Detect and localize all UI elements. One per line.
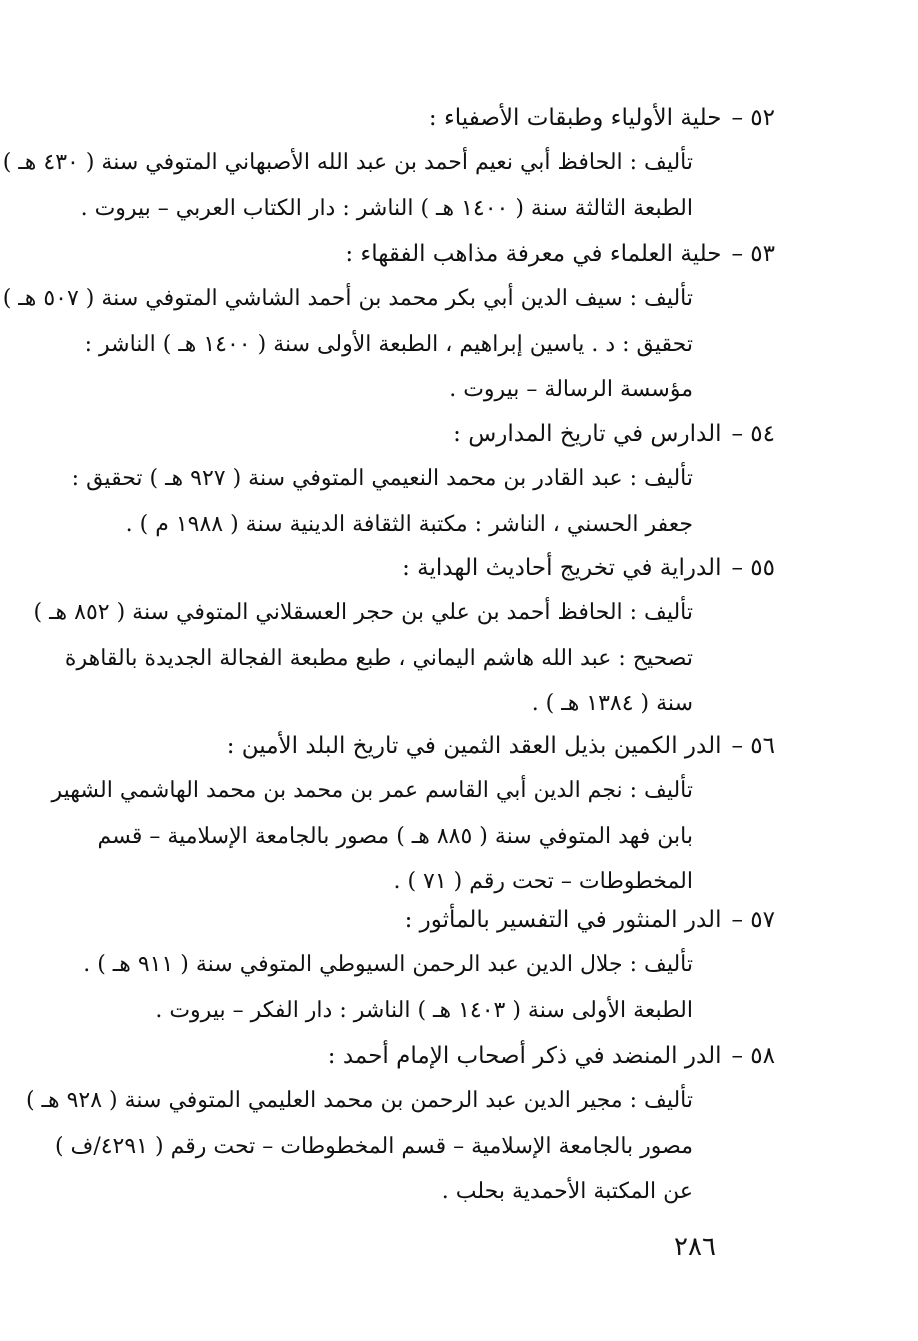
entry-title: الدر المنثور في التفسير بالمأثور : [404,907,722,933]
entry-title: الدارس في تاريخ المدارس : [453,421,722,447]
entry-heading [100,724,775,768]
entry-line: جعفر الحسني ، الناشر : مكتبة الثقافة الدينية سنة ( ١٩٨٨ م ) . [125,511,693,537]
entry-number: ٥٢ – [731,105,775,131]
entry-line: مؤسسة الرسالة – بيروت . [449,377,693,402]
entry-heading [100,412,775,456]
entry-line: تأليف : نجم الدين أبي القاسم عمر بن محمد بن محمد الهاشمي الشهير [51,778,693,803]
entry-line: تأليف : سيف الدين أبي بكر محمد بن أحمد الشاشي المتوفي سنة ( ٥٠٧ هـ ) [2,286,693,311]
entry-details [51,768,693,905]
entry-title: حلية الأولياء وطبقات الأصفياء : [428,105,722,131]
bibliography-entry-57 [83,898,775,1033]
entry-line: المخطوطات – تحت رقم ( ٧١ ) . [393,869,693,894]
bibliography-entry-58 [25,1034,775,1215]
entry-line: مصور بالجامعة الإسلامية – قسم المخطوطات – تحت رقم ( ٤٢٩١/ف ) [54,1133,693,1159]
entry-number: ٥٣ – [731,241,775,267]
entry-heading [100,546,775,590]
entry-line: تأليف : الحافظ أبي نعيم أحمد بن عبد الله الأصبهاني المتوفي سنة ( ٤٣٠ هـ ) [2,150,693,175]
entry-title: الدراية في تخريج أحاديث الهداية : [402,555,722,581]
entry-line: سنة ( ١٣٨٤ هـ ) . [531,691,693,716]
bibliography-entry-52 [2,96,775,231]
entry-title: الدر المنضد في ذكر أصحاب الإمام أحمد : [327,1043,722,1069]
entry-title: حلية العلماء في معرفة مذاهب الفقهاء : [345,241,722,267]
entry-line: الطبعة الثالثة سنة ( ١٤٠٠ هـ ) الناشر : دار الكتاب العربي – بيروت . [80,195,693,221]
entry-number: ٥٦ – [731,733,775,759]
entry-line: تأليف : عبد القادر بن محمد النعيمي المتوفي سنة ( ٩٢٧ هـ ) تحقيق : [71,466,693,491]
entry-details [71,456,693,547]
entry-details [33,590,693,727]
entry-number: ٥٤ – [731,421,775,447]
entry-number: ٥٧ – [731,907,775,933]
entry-details [25,1078,693,1215]
entry-line: تصحيح : عبد الله هاشم اليماني ، طبع مطبعة الفجالة الجديدة بالقاهرة [64,645,693,671]
bibliography-entry-53 [2,232,775,413]
entry-heading [100,232,775,276]
entry-heading [100,96,775,140]
entry-line: تأليف : مجير الدين عبد الرحمن بن محمد العليمي المتوفي سنة ( ٩٢٨ هـ ) [25,1088,693,1113]
entry-title: الدر الكمين بذيل العقد الثمين في تاريخ البلد الأمين : [226,733,722,759]
entry-line: تأليف : الحافظ أحمد بن علي بن حجر العسقلاني المتوفي سنة ( ٨٥٢ هـ ) [33,600,693,625]
entry-number: ٥٨ – [731,1043,775,1069]
entry-details [2,140,693,231]
entry-line: تحقيق : د . ياسين إبراهيم ، الطبعة الأولى سنة ( ١٤٠٠ هـ ) الناشر : [84,331,693,357]
entry-heading [100,898,775,942]
bibliography-entry-56 [51,724,775,905]
entry-line: تأليف : جلال الدين عبد الرحمن السيوطي المتوفي سنة ( ٩١١ هـ ) . [83,952,693,977]
bibliography-entry-55 [33,546,775,727]
entry-number: ٥٥ – [731,555,775,581]
entry-details [2,276,693,413]
entry-line: بابن فهد المتوفي سنة ( ٨٨٥ هـ ) مصور بالجامعة الإسلامية – قسم [97,823,693,849]
entry-details [83,942,693,1033]
page-number: ٢٨٦ [674,1232,716,1262]
entry-line: الطبعة الأولى سنة ( ١٤٠٣ هـ ) الناشر : دار الفكر – بيروت . [155,997,693,1023]
entry-heading [100,1034,775,1078]
bibliography-entry-54 [71,412,775,547]
entry-line: عن المكتبة الأحمدية بحلب . [441,1179,693,1204]
